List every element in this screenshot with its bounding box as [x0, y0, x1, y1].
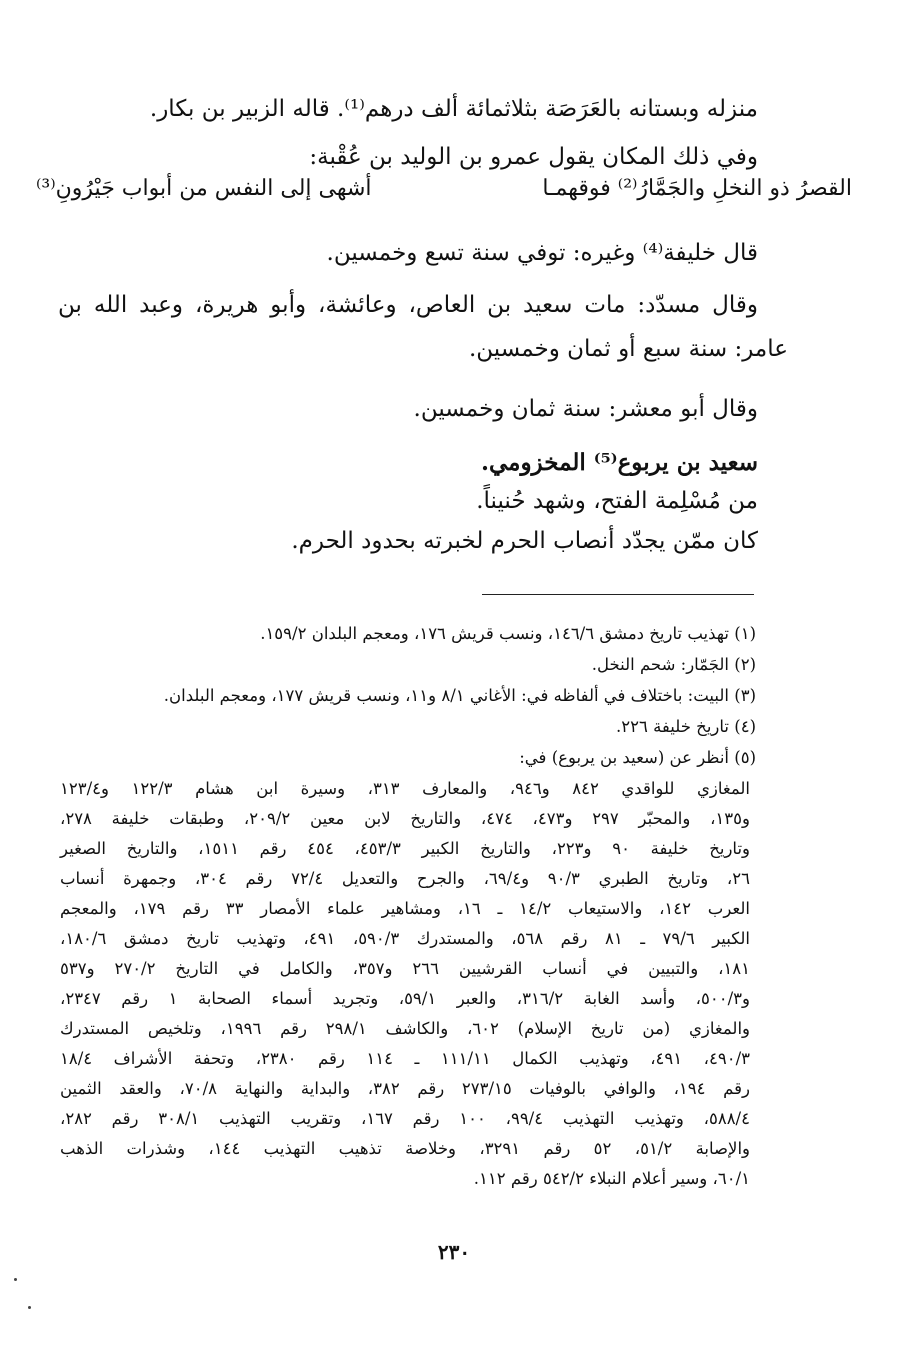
footnote-5-line-2: و١٣٥، والمحبّر ٢٩٧ و٤٧٣، ٤٧٤، والتاريخ لابن معين ٢٠٩/٢، وطبقات خليفة ٢٧٨،: [60, 809, 750, 828]
poem-right-hemistich: القصرُ ذو النخلِ والجَمَّارُ⁽²⁾ فوقهمـا: [542, 176, 852, 201]
entry-title: سعيد بن يربوع⁽⁵⁾ المخزومي.: [480, 449, 758, 476]
footnote-5-line-7: ١٨١، والتبيين في أنساب القرشيين ٢٦٦ و٣٥٧، والكامل في التاريخ ٢٧٠/٢ و٥٣٧: [60, 959, 751, 978]
footnote-5-line-4: ٢٦، وتاريخ الطبري ٩٠/٣ و٦٩/٤، والجرح والتعديل ٧٢/٤ رقم ٣٠٤، وجمهرة أنساب: [60, 869, 750, 888]
page-number: ٢٣٠: [437, 1240, 471, 1264]
footnote-5-line-10: ٤٩٠/٣، ٤٩١، وتهذيب الكمال ١١١/١١ ـ ١١٤ رقم ٢٣٨٠، وتحفة الأشراف ١٨/٤: [60, 1049, 751, 1068]
poem-left-hemistich: أشهى إلى النفس من أبواب جَيْرُونِ⁽³⁾: [36, 176, 372, 201]
footnote-5: (٥) أنظر عن (سعيد بن يربوع) في:: [519, 748, 756, 767]
body-line-3: قال خليفة⁽⁴⁾ وغيره: توفي سنة تسع وخمسين.: [326, 240, 758, 266]
footnote-5-line-9: والمغازي (من تاريخ الإسلام) ٦٠٢، والكاشف ٢٩٨/١ رقم ١٩٩٦، وتلخيص المستدرك: [60, 1019, 751, 1038]
footnote-5-line-11: رقم ١٩٤، والوافي بالوفيات ٢٧٣/١٥ رقم ٣٨٢، والبداية والنهاية ٧٠/٨، والعقد الثمين: [60, 1079, 750, 1098]
body-line-6: وقال أبو معشر: سنة ثمان وخمسين.: [413, 396, 758, 422]
body-line-1: منزله وبستانه بالعَرَصَة بثلاثمائة ألف درهم⁽¹⁾. قاله الزبير بن بكار.: [149, 96, 758, 122]
footnote-5-line-13: والإصابة ٥١/٢، ٥٢ رقم ٣٢٩١، وخلاصة تذهيب التهذيب ١٤٤، وشذرات الذهب: [60, 1139, 751, 1158]
footnote-4: (٤) تاريخ خليفة ٢٢٦.: [616, 717, 756, 736]
body-line-4: وقال مسدّد: مات سعيد بن العاص، وعائشة، وأبو هريرة، وعبد الله بن: [58, 292, 758, 318]
footnote-3: (٣) البيت: باختلاف في ألفاظه في: الأغاني ٨/١ و١١، ونسب قريش ١٧٧، ومعجم البلدان.: [163, 686, 756, 705]
footnote-1: (١) تهذيب تاريخ دمشق ١٤٦/٦، ونسب قريش ١٧٦، ومعجم البلدان ١٥٩/٢.: [260, 624, 756, 643]
footnote-2: (٢) الجَمّار: شحم النخل.: [591, 655, 756, 674]
footnote-5-line-5: العرب ١٤٢، والاستيعاب ١٤/٢ ـ ١٦، ومشاهير علماء الأمصار ٣٣ رقم ١٧٩، والمعجم: [60, 899, 750, 918]
entry-line-2: كان ممّن يجدّد أنصاب الحرم لخبرته بحدود الحرم.: [291, 528, 758, 554]
body-line-2: وفي ذلك المكان يقول عمرو بن الوليد بن عُقْبة:: [309, 144, 758, 170]
footnote-5-line-8: و٥٠٠/٣، وأسد الغابة ٣١٦/٢، والعبر ٥٩/١، وتجريد أسماء الصحابة ١ رقم ٢٣٤٧،: [60, 989, 750, 1008]
scan-speck: [28, 1306, 31, 1309]
footnote-5-line-14: ٦٠/١، وسير أعلام النبلاء ٥٤٢/٢ رقم ١١٢.: [473, 1169, 750, 1188]
scan-speck: [14, 1278, 17, 1281]
footnote-5-line-1: المغازي للواقدي ٨٤٢ و٩٤٦، والمعارف ٣١٣، وسيرة ابن هشام ١٢٢/٣ و١٢٣/٤: [60, 779, 751, 798]
footnote-5-line-12: ٥٨٨/٤، وتهذيب التهذيب ٩٩/٤، ١٠٠ رقم ١٦٧، وتقريب التهذيب ٣٠٨/١ رقم ٢٨٢،: [60, 1109, 750, 1128]
footnote-5-line-3: وتاريخ خليفة ٩٠ و٢٢٣، والتاريخ الكبير ٤٥٣/٣، ٤٥٤ رقم ١٥١١، والتاريخ الصغير: [60, 839, 751, 858]
footnote-separator: [482, 594, 754, 595]
footnote-5-line-6: الكبير ٧٩/٦ ـ ٨١ رقم ٥٦٨، والمستدرك ٥٩٠/٣، ٤٩١، وتهذيب تاريخ دمشق ١٨٠/٦،: [60, 929, 750, 948]
body-line-5: عامر: سنة سبع أو ثمان وخمسين.: [468, 336, 788, 362]
entry-line-1: من مُسْلِمة الفتح، وشهد حُنيناً.: [476, 488, 758, 514]
